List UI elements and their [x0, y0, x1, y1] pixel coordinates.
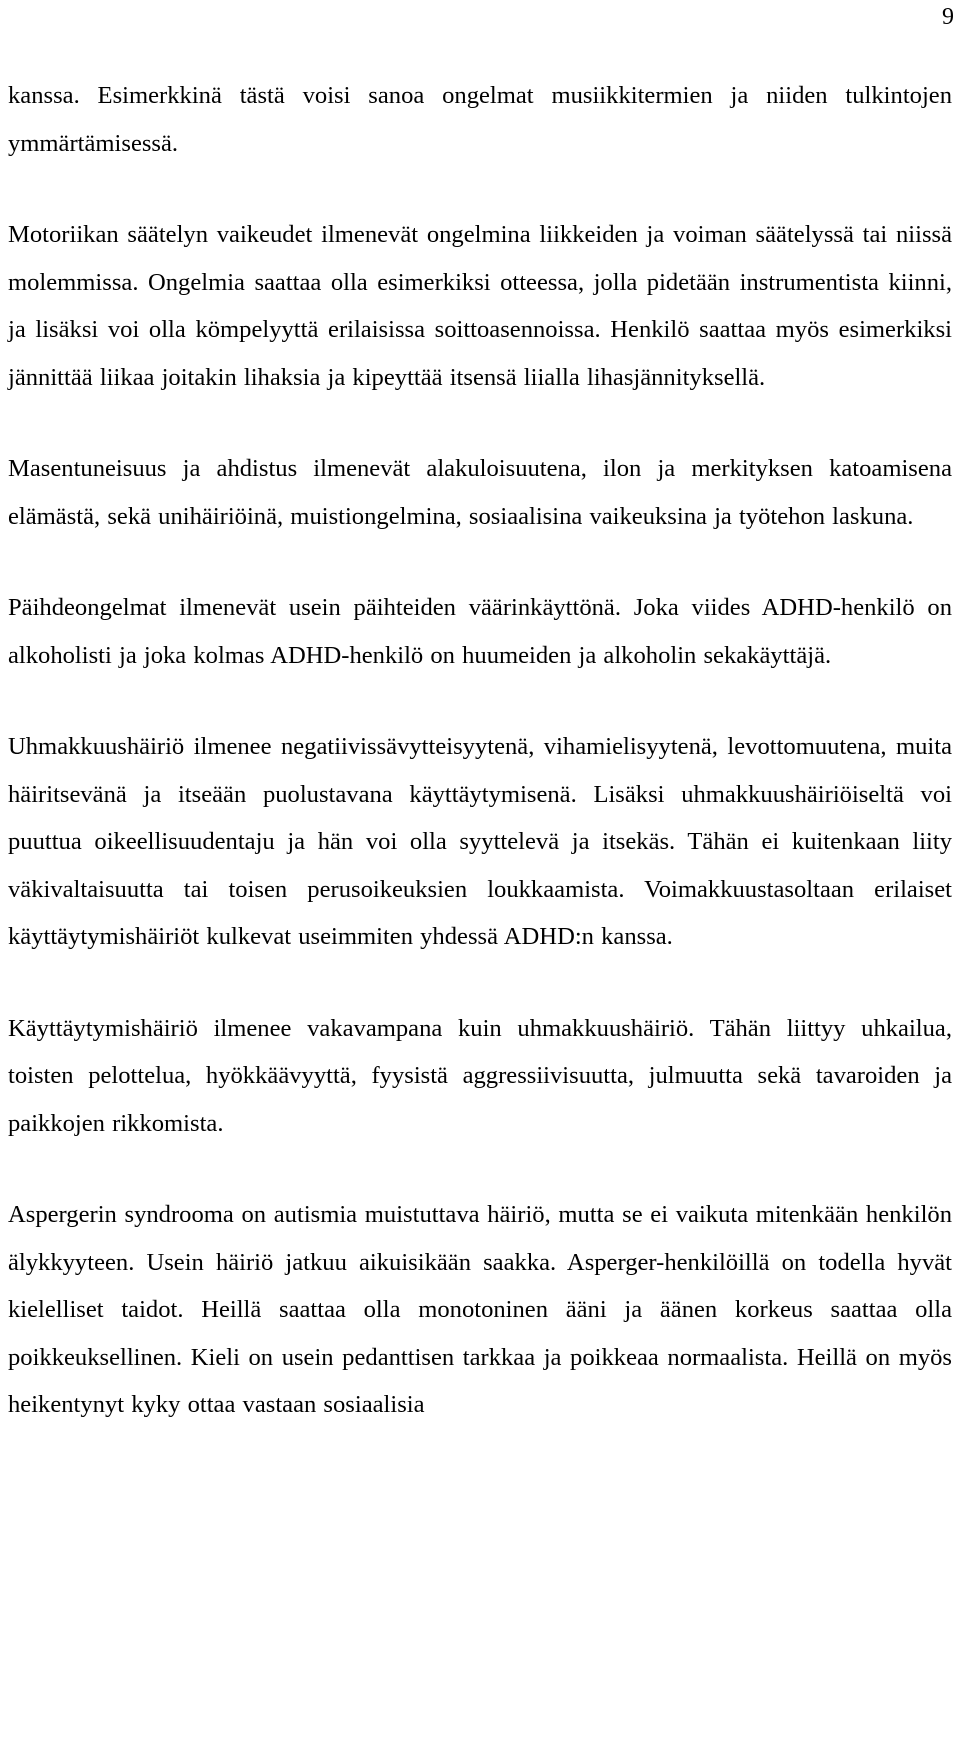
paragraph-asperger-syndrome: Aspergerin syndrooma on autismia muistuttava häiriö, mutta se ei vaikuta mitenkään henkilön älykkyyteen. Usein häiriö jatkuu aikuisikään saakka. Asperger-henkilöillä on todella hyvät kielelliset taidot. Heillä saattaa olla monotoninen ääni ja äänen korkeus saattaa olla poikkeuksellinen. Kieli on usein pedanttisen tarkkaa ja poikkeaa normaalista. Heillä on myös heikentynyt kyky ottaa vastaan sosiaalisia [8, 1201, 952, 1418]
paragraph-substance-abuse: Päihdeongelmat ilmenevät usein päihteiden väärinkäyttönä. Joka viides ADHD-henkilö on alkoholisti ja joka kolmas ADHD-henkilö on huumeiden ja alkoholin sekakäyttäjä. [8, 594, 952, 669]
paragraph-conduct-disorder: Käyttäytymishäiriö ilmenee vakavampana kuin uhmakkuushäiriö. Tähän liittyy uhkailua, toisten pelottelua, hyökkäävyyttä, fyysistä aggressiivisuutta, julmuutta sekä tavaroiden ja paikkojen rikkomista. [8, 1014, 952, 1137]
paragraph-oppositional-disorder: Uhmakkuushäiriö ilmenee negatiivissävytteisyytenä, vihamielisyytenä, levottomuutena, muita häiritsevänä ja itseään puolustavana käyttäytymisenä. Lisäksi uhmakkuushäiriöiseltä voi puuttua oikeellisuudentaju ja hän voi olla syyttelevä ja itsekäs. Tähän ei kuitenkaan liity väkivaltaisuutta tai toisen perusoikeuksien loukkaamista. Voimakkuustasoltaan erilaiset käyttäytymishäiriöt kulkevat useimmiten yhdessä ADHD:n kanssa. [8, 733, 952, 950]
paragraph-depression-anxiety: Masentuneisuus ja ahdistus ilmenevät alakuloisuutena, ilon ja merkityksen katoamisena elämästä, sekä unihäiriöinä, muistiongelmina, sosiaalisina vaikeuksina ja työtehon laskuna. [8, 455, 952, 530]
document-body [8, 72, 952, 1429]
page-number: 9 [942, 4, 954, 30]
paragraph-motor-control: Motoriikan säätelyn vaikeudet ilmenevät ongelmina liikkeiden ja voiman säätelyssä tai niissä molemmissa. Ongelmia saattaa olla esimerkiksi otteessa, jolla pidetään instrumentista kiinni, ja lisäksi voi olla kömpelyyttä erilaisissa soittoasennoissa. Henkilö saattaa myös esimerkiksi jännittää liikaa joitakin lihaksia ja kipeyttää itsensä liialla lihasjännityksellä. [8, 221, 952, 391]
paragraph-music-terms: kanssa. Esimerkkinä tästä voisi sanoa ongelmat musiikkitermien ja niiden tulkintojen ymmärtämisessä. [8, 82, 952, 157]
